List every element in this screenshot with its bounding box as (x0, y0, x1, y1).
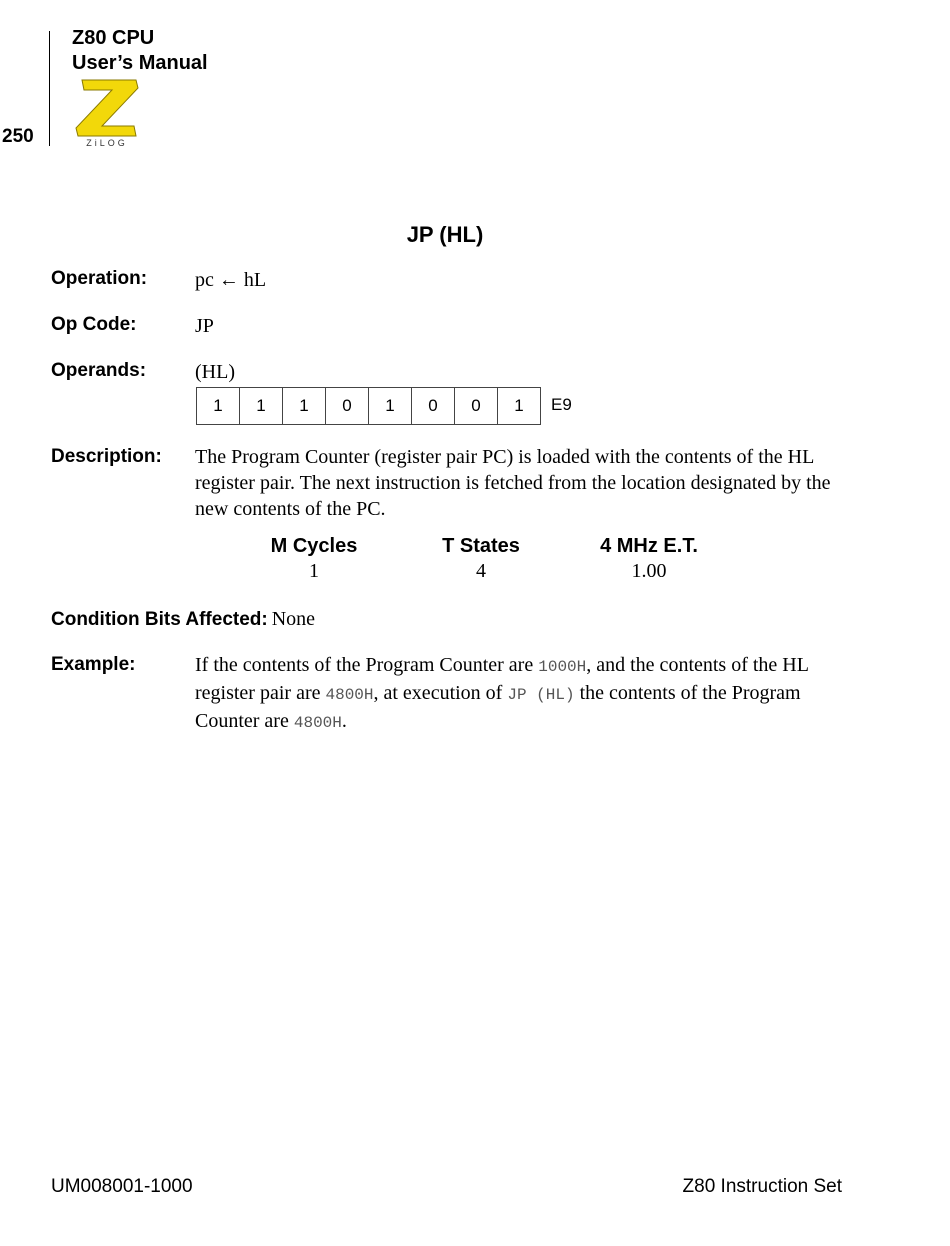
timing-header-et: 4 MHz E.T. (600, 535, 698, 557)
opcode-label: Op Code: (51, 314, 137, 335)
opcode-bit: 1 (240, 388, 283, 424)
example-code: 4800H (325, 686, 374, 704)
logo-wordmark: ZiLOG (86, 138, 128, 148)
doc-title: Z80 CPU (72, 27, 155, 49)
example-text-part: , and the contents of the HL register pair are (195, 654, 809, 704)
instruction-title: JP (HL) (406, 222, 484, 247)
operands-label: Operands: (51, 360, 147, 381)
opcode-bit: 0 (326, 388, 369, 424)
condition-bits-label: Condition Bits Affected: (51, 609, 268, 630)
condition-bits-row (51, 606, 315, 634)
example-code: JP (HL) (507, 686, 575, 704)
timing-value-mcycles: 1 (309, 560, 319, 582)
opcode-bit: 1 (369, 388, 412, 424)
opcode-bit: 1 (283, 388, 326, 424)
description-text: The Program Counter (register pair PC) is loaded with the contents of the HL register pair. The next instruction is fetched from the location designated by the new contents of the PC. (195, 446, 831, 520)
opcode-bit: 0 (455, 388, 498, 424)
example-text-part: If the contents of the Program Counter are (195, 654, 539, 676)
footer-section-title: Z80 Instruction Set (682, 1176, 842, 1197)
opcode-bit: 1 (514, 396, 524, 415)
timing-header-mcycles: M Cycles (270, 535, 358, 557)
example-code: 1000H (538, 658, 587, 676)
opcode-bit: 1 (197, 388, 240, 424)
doc-subtitle: User’s Manual (72, 52, 208, 74)
page-number: 250 (2, 126, 34, 147)
footer-document-id: UM008001-1000 (51, 1176, 193, 1197)
example-text-part: . (341, 710, 347, 732)
opcode-hex: E9 (551, 395, 572, 414)
example-code: 4800H (293, 714, 342, 732)
timing-value-et: 1.00 (631, 560, 667, 582)
opcode-bit-field (196, 387, 541, 425)
condition-bits-value: None (271, 608, 316, 630)
opcode-value: JP (195, 315, 214, 337)
header-divider (49, 31, 50, 146)
opcode-bit: 0 (412, 388, 455, 424)
example-text (195, 652, 855, 736)
example-text-part: , at execution of (373, 682, 508, 704)
timing-header-tstates: T States (442, 535, 520, 557)
operands-value: (HL) (195, 361, 235, 383)
example-text-part: the contents of the Program Counter are (195, 682, 801, 732)
example-label: Example: (51, 654, 136, 675)
zilog-logo (72, 78, 142, 148)
operation-value: pc ← hL (195, 269, 267, 291)
operation-label: Operation: (51, 268, 148, 289)
timing-value-tstates: 4 (476, 560, 486, 582)
description-label: Description: (51, 446, 162, 467)
